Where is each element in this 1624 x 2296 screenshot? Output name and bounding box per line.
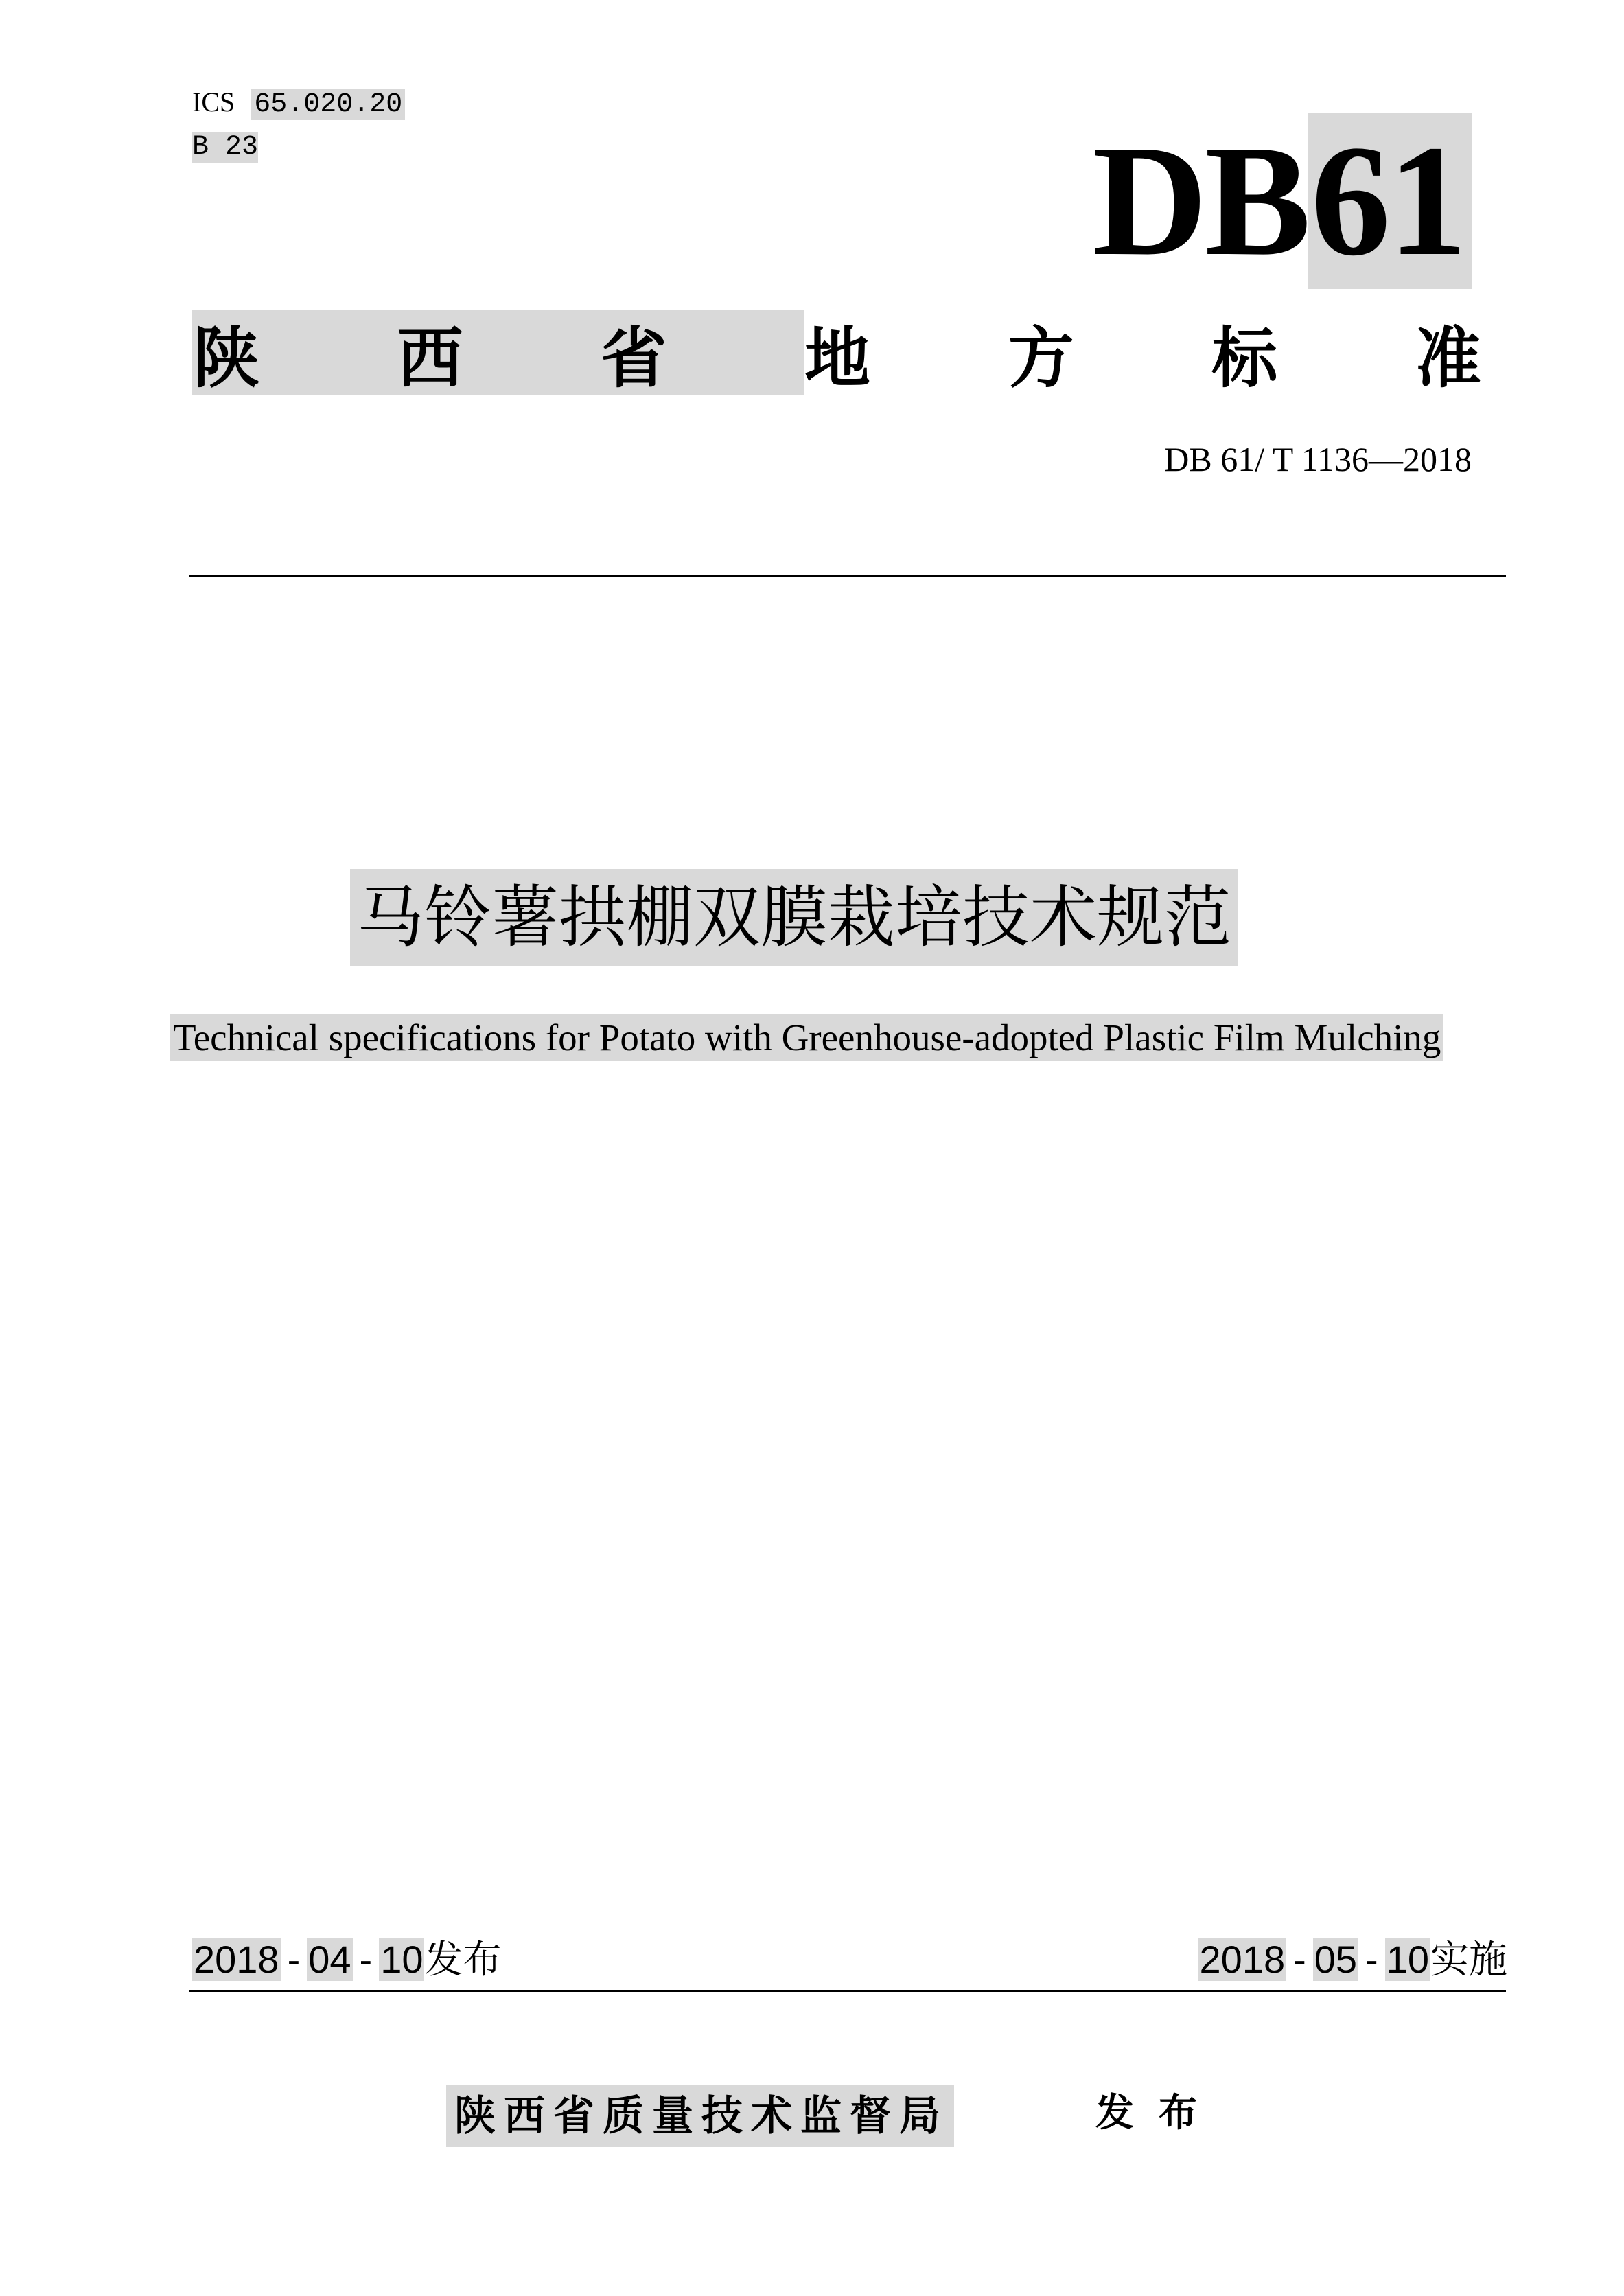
- date-separator: -: [1293, 1938, 1306, 1981]
- issuing-authority: 陕西省质量技术监督局: [446, 2085, 954, 2147]
- standard-logo: [1092, 113, 1472, 289]
- publish-date: [192, 1932, 501, 1988]
- implement-day: 10: [1386, 1938, 1429, 1981]
- date-separator: -: [1365, 1938, 1378, 1981]
- banner-char: 准: [1415, 319, 1481, 397]
- ccs-code-row: [192, 126, 405, 169]
- top-divider: [189, 575, 1506, 577]
- date-separator: -: [359, 1938, 373, 1981]
- banner-chars: [192, 310, 1483, 395]
- ics-code-row: [192, 81, 405, 126]
- publish-month: 04: [308, 1938, 351, 1981]
- banner-char: 陕: [194, 319, 259, 397]
- logo-prefix: DB: [1092, 113, 1308, 289]
- banner-char: 省: [601, 319, 667, 397]
- publish-label: 发布: [424, 1938, 502, 1982]
- title-chinese: 马铃薯拱棚双膜栽培技术规范: [350, 869, 1238, 966]
- date-separator: -: [287, 1938, 301, 1981]
- implement-year: 2018: [1199, 1938, 1286, 1981]
- standard-number: DB 61/ T 1136—2018: [1164, 440, 1472, 478]
- banner-char: 方: [1008, 319, 1074, 397]
- publish-year: 2018: [194, 1938, 279, 1981]
- banner-char: 地: [804, 319, 870, 397]
- ics-code: 65.020.20: [251, 89, 405, 120]
- implement-date: [1198, 1932, 1507, 1988]
- issue-label: 发布: [1095, 2091, 1222, 2135]
- standard-type-banner: [192, 310, 1483, 395]
- ccs-code: B 23: [192, 132, 259, 163]
- banner-char: 西: [397, 319, 463, 397]
- implement-month: 05: [1314, 1938, 1358, 1981]
- classification-codes: [192, 81, 405, 169]
- ics-label: ICS: [192, 86, 235, 117]
- publish-day: 10: [380, 1938, 424, 1981]
- bottom-divider: [189, 1990, 1506, 1992]
- date-row: [192, 1932, 1507, 1988]
- banner-char: 标: [1211, 319, 1278, 397]
- implement-label: 实施: [1430, 1938, 1507, 1982]
- logo-number: 61: [1308, 113, 1472, 289]
- title-english: Technical specifications for Potato with Greenhouse-adopted Plastic Film Mulching: [170, 1014, 1443, 1061]
